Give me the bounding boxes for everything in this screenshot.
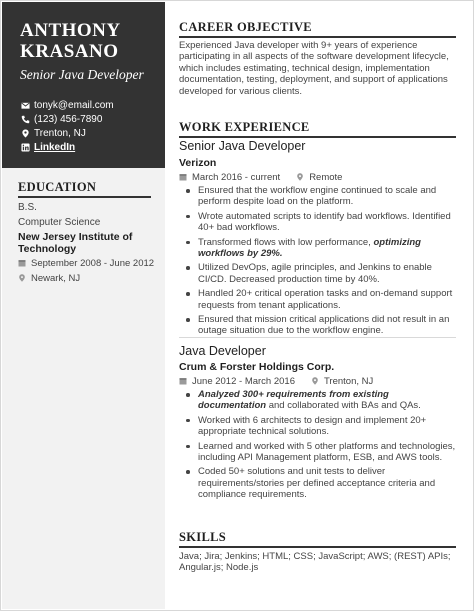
contact-linkedin[interactable] — [20, 140, 160, 154]
linkedin-link[interactable]: LinkedIn — [34, 141, 76, 153]
job2-meta — [179, 376, 373, 387]
experience-heading: WORK EXPERIENCE — [179, 120, 310, 134]
bullet-text: and collaborated with BAs and QAs. — [266, 400, 421, 412]
bullet-emphasis: optimizing workflows by 29%. — [198, 236, 421, 260]
left-sidebar — [2, 2, 165, 609]
contact-location — [20, 126, 160, 140]
education-location — [18, 272, 160, 285]
linkedin-icon — [20, 142, 30, 152]
calendar-icon — [18, 259, 27, 268]
email-text: tonyk@email.com — [34, 99, 114, 111]
skills-text: Java; Jira; Jenkins; HTML; CSS; JavaScript; AWS; (REST) APIs; Angular.js; Node.js — [179, 551, 451, 574]
job2-dates: June 2012 - March 2016 — [192, 376, 295, 387]
name-line-1: ANTHONY — [20, 20, 121, 41]
objective-text: Experienced Java developer with 9+ years of experience participating in all aspects of the software development lifecycle, which includes estimating, technical design, implementation documentation, testing, deployment, and support of applications developed for various clients. — [179, 40, 449, 97]
objective-rule — [179, 36, 456, 38]
skills-rule — [179, 546, 456, 548]
envelope-icon — [20, 100, 30, 110]
education-heading: EDUCATION — [18, 180, 97, 194]
job1-meta — [179, 172, 342, 183]
job-title: Senior Java Developer — [20, 67, 144, 82]
list-item: Learned and worked with 5 other platforms and technologies, including API Management platform, ESB, and AWS tools. — [179, 441, 456, 464]
header-block — [2, 2, 165, 168]
bullet-text: Transformed flows with low performance, — [198, 236, 374, 248]
education-dates-text: September 2008 - June 2012 — [31, 258, 155, 269]
job-divider — [179, 337, 456, 338]
job1-location: Remote — [309, 172, 343, 183]
location-pin-icon — [296, 173, 305, 182]
phone-icon — [20, 114, 30, 124]
field-of-study: Computer Science — [18, 217, 101, 228]
education-location-text: Newark, NJ — [31, 273, 81, 284]
degree: B.S. — [18, 202, 37, 213]
list-item: Ensured that mission critical applications did not result in an outage situation due to the workflow engine. — [179, 314, 456, 337]
location-pin-icon — [18, 274, 27, 283]
school-name: New Jersey Institute of Technology — [18, 231, 133, 255]
job2-bullets — [179, 389, 456, 504]
list-item: Ensured that the workflow engine continued to scale and perform despite load on the platform. — [179, 185, 456, 208]
job1-title: Senior Java Developer — [179, 139, 306, 153]
list-item: Utilized DevOps, agile principles, and Jenkins to enable CI/CD. Decreased production time by 40%. — [179, 262, 456, 285]
name-line-2: KRASANO — [20, 41, 119, 62]
contact-email[interactable] — [20, 98, 160, 112]
education-rule — [18, 196, 151, 198]
experience-rule — [179, 136, 456, 138]
candidate-name — [20, 20, 160, 62]
objective-heading: CAREER OBJECTIVE — [179, 20, 312, 34]
bullet-emphasis: Analyzed 300+ requirements from existing documentation — [198, 389, 389, 412]
job1-bullets — [179, 185, 456, 340]
job1-dates: March 2016 - current — [192, 172, 281, 183]
list-item — [179, 389, 456, 412]
list-item — [179, 237, 456, 260]
job1-company: Verizon — [179, 157, 217, 169]
list-item: Handled 20+ critical operation tasks and on-demand support requests from tenant applications. — [179, 288, 456, 311]
location-pin-icon — [20, 128, 30, 138]
list-item: Coded 50+ solutions and unit tests to deliver requirements/stories per defined acceptance criteria and compliance requirements. — [179, 466, 456, 500]
list-item: Worked with 6 architects to design and implement 20+ appropriate technical solutions. — [179, 415, 456, 438]
list-item: Wrote automated scripts to identify bad workflows. Identified 40+ bad workflows. — [179, 211, 456, 234]
calendar-icon — [179, 173, 188, 182]
job2-company: Crum & Forster Holdings Corp. — [179, 361, 335, 373]
skills-heading: SKILLS — [179, 530, 226, 544]
job2-title: Java Developer — [179, 344, 266, 358]
job2-location: Trenton, NJ — [323, 376, 374, 387]
location-text: Trenton, NJ — [34, 127, 86, 139]
location-pin-icon — [311, 377, 320, 386]
education-dates — [18, 257, 160, 270]
contact-list — [20, 98, 160, 154]
calendar-icon — [179, 377, 188, 386]
contact-phone[interactable] — [20, 112, 160, 126]
education-entry — [18, 201, 160, 285]
phone-text: (123) 456-7890 — [34, 113, 103, 125]
